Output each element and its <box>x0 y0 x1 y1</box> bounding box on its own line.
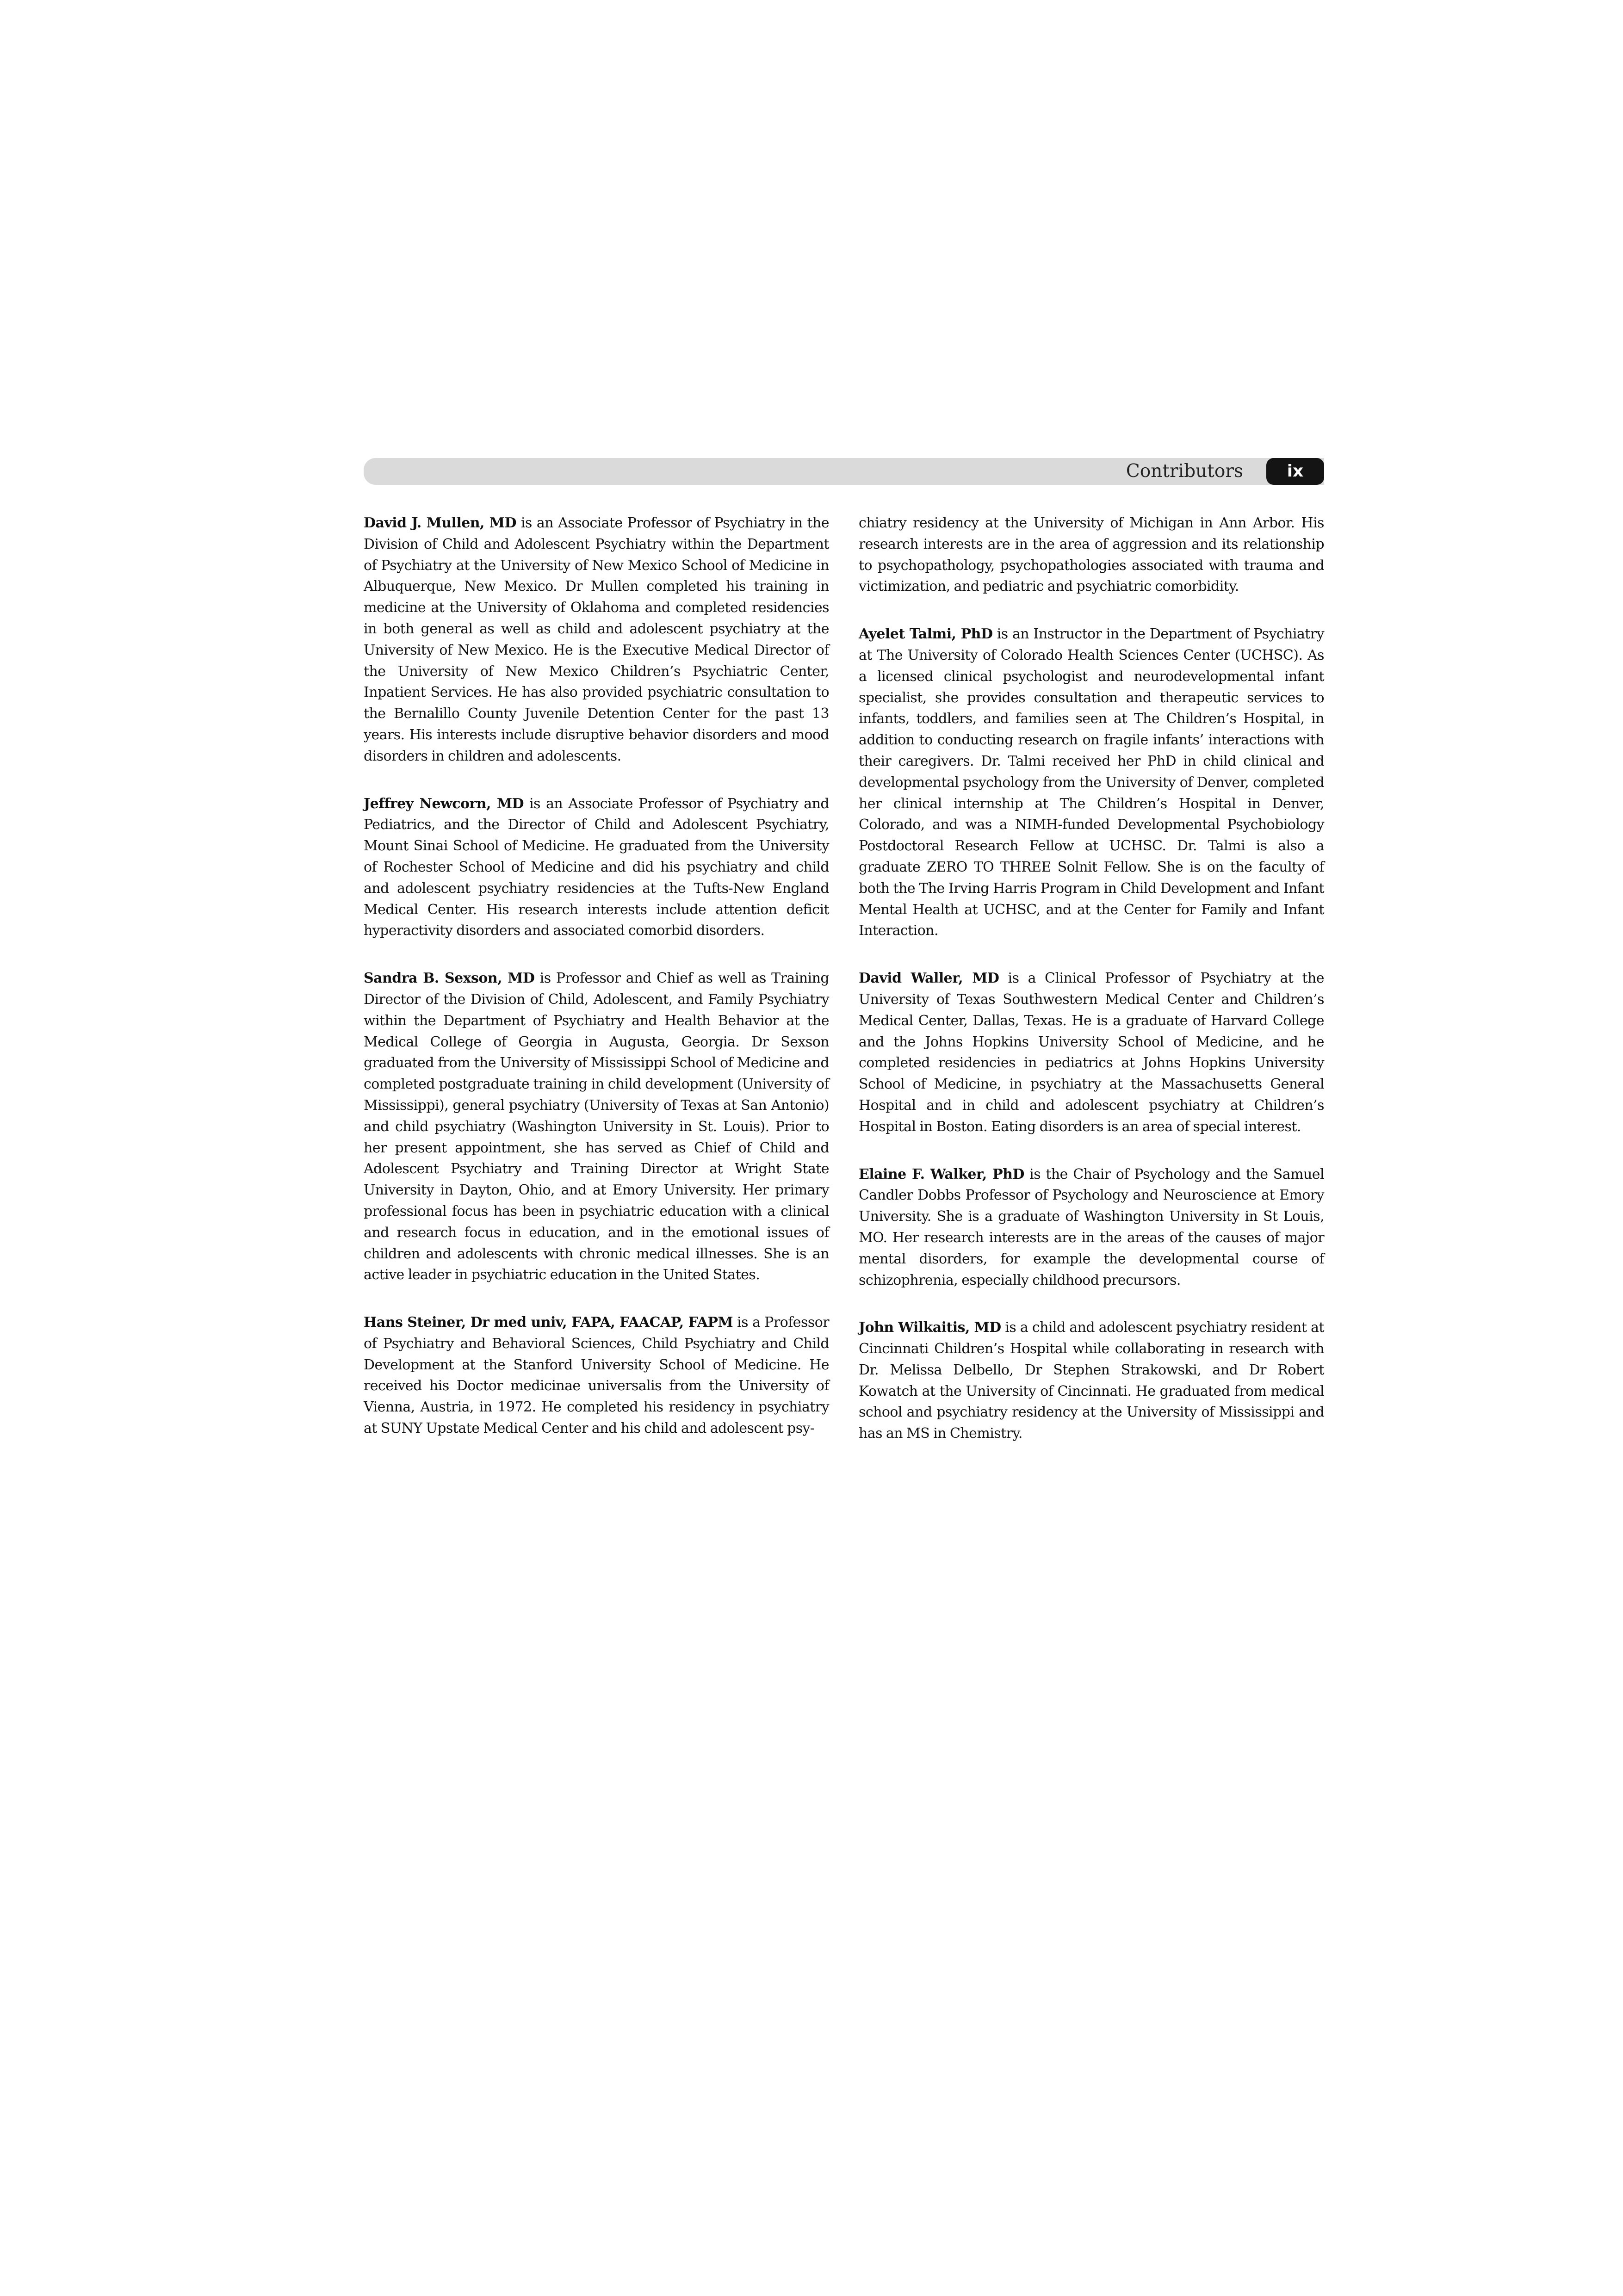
contributor-name: Elaine F. Walker, PhD <box>859 1166 1024 1182</box>
contributor-bio <box>364 513 829 767</box>
contributor-name: Sandra B. Sexson, MD <box>364 970 535 987</box>
contributor-text: is an Associate Professor of Psychiatry and Pediatrics, and the Director of Child and Adolescent Psychiatry, Mount Sinai School of Medicine. He graduated from the University of Rochester School of Medicine and did his psychiatry and child and adolescent psychiatry residencies at the Tufts-New England Medical Center. His research interests include attention deficit hyperactivity disorders and associated comorbid disorders. <box>364 795 829 939</box>
contributor-bio <box>364 793 829 942</box>
contributor-name: David Waller, MD <box>859 970 999 987</box>
contributor-text: is an Associate Professor of Psychiatry in the Division of Child and Adolescent Psychiatry within the Department of Psychiatry at the University of New Mexico School of Medicine in Albuquerque, New Mexico. Dr Mullen completed his training in medicine at the University of Oklahoma and completed residencies in both general as well as child and adolescent psychiatry at the University of New Mexico. He is the Executive Medical Director of the University of New Mexico Children’s Psychiatric Center, Inpatient Services. He has also provided psychiatric consultation to the Bernalillo County Juvenile Detention Center for the past 13 years. His interests include disruptive behavior disorders and mood disorders in children and adolescents. <box>364 515 829 764</box>
contributor-bio <box>859 1317 1324 1444</box>
contributor-text: is an Instructor in the Department of Psychiatry at The University of Colorado Health Sciences Center (UCHSC). As a licensed clinical psychologist and neurodevelopmental infant specialist, she provides consultation and therapeutic services to infants, toddlers, and families seen at The Children’s Hospital, in addition to conducting research on fragile infants’ interactions with their caregivers. Dr. Talmi received her PhD in child clinical and developmental psychology from the University of Denver, completed her clinical internship at The Children’s Hospital in Denver, Colorado, and was a NIMH-funded Developmental Psychobiology Postdoctoral Research Fellow at UCHSC. Dr. Talmi is also a graduate ZERO TO THREE Solnit Fellow. She is on the faculty of both the The Irving Harris Program in Child Development and Infant Mental Health at UCHSC, and at the Center for Family and Infant Interaction. <box>859 626 1324 939</box>
contributor-name: Hans Steiner, Dr med univ, FAPA, FAACAP, FAPM <box>364 1314 733 1331</box>
contributor-text: is a child and adolescent psychiatry resident at Cincinnati Children’s Hospital while collaborating in research with Dr. Melissa Delbello, Dr Stephen Strakowski, and Dr Robert Kowatch at the University of Cincinnati. He graduated from medical school and psychiatry residency at the University of Mississippi and has an MS in Chemistry. <box>859 1319 1324 1442</box>
contributor-bio-continuation: chiatry residency at the University of Michigan in Ann Arbor. His research interests are in the area of aggression and its relationship to psychopathology, psychopathologies associated with trauma and victimization, and pediatric and psychiatric comorbidity. <box>859 515 1324 595</box>
contributor-text: is a Professor of Psychiatry and Behavioral Sciences, Child Psychiatry and Child Development at the Stanford University School of Medicine. He received his Doctor medicinae universalis from the University of Vienna, Austria, in 1972. He completed his residency in psychiatry at SUNY Upstate Medical Center and his child and adolescent psy- <box>364 1314 829 1437</box>
running-header-title: Contributors <box>1126 461 1243 482</box>
right-column <box>859 513 1324 1471</box>
contributor-name: Ayelet Talmi, PhD <box>859 626 993 643</box>
page-number: ix <box>1266 458 1324 485</box>
contributor-name: David J. Mullen, MD <box>364 515 516 531</box>
contributor-text: is Professor and Chief as well as Training Director of the Division of Child, Adolescent, and Family Psychiatry within the Department of Psychiatry and Health Behavior at the Medical College of Georgia in Augusta, Georgia. Dr Sexson graduated from the University of Mississippi School of Medicine and completed postgraduate training in child development (University of Mississippi), general psychiatry (University of Texas at San Antonio) and child psychiatry (Washington University in St. Louis). Prior to her present appointment, she has served as Chief of Child and Adolescent Psychiatry and Training Director at Wright State University in Dayton, Ohio, and at Emory University. Her primary professional focus has been in psychiatric education with a clinical and research focus in education, and in the emotional issues of children and adolescents with chronic medical illnesses. She is an active leader in psychiatric education in the United States. <box>364 970 829 1283</box>
contributor-text: is the Chair of Psychology and the Samuel Candler Dobbs Professor of Psychology and Neuroscience at Emory University. She is a graduate of Washington University in St Louis, MO. Her research interests are in the areas of the causes of major mental disorders, for example the developmental course of schizophrenia, especially childhood precursors. <box>859 1166 1324 1288</box>
contributor-bio <box>364 1312 829 1439</box>
running-header-bar <box>364 458 1324 485</box>
contributor-bio <box>364 968 829 1286</box>
contributor-bio <box>859 624 1324 941</box>
contributor-name: Jeffrey Newcorn, MD <box>364 795 524 812</box>
left-column <box>364 513 829 1466</box>
contributor-bio <box>859 968 1324 1137</box>
contributor-name: John Wilkaitis, MD <box>859 1319 1001 1336</box>
contributor-bio <box>859 1164 1324 1291</box>
contributor-text: is a Clinical Professor of Psychiatry at the University of Texas Southwestern Medical Center and Children’s Medical Center, Dallas, Texas. He is a graduate of Harvard College and the Johns Hopkins University School of Medicine, and he completed residencies in pediatrics at Johns Hopkins University School of Medicine, in psychiatry at the Massachusetts General Hospital and in child and adolescent psychiatry at Children’s Hospital in Boston. Eating disorders is an area of special interest. <box>859 970 1324 1135</box>
